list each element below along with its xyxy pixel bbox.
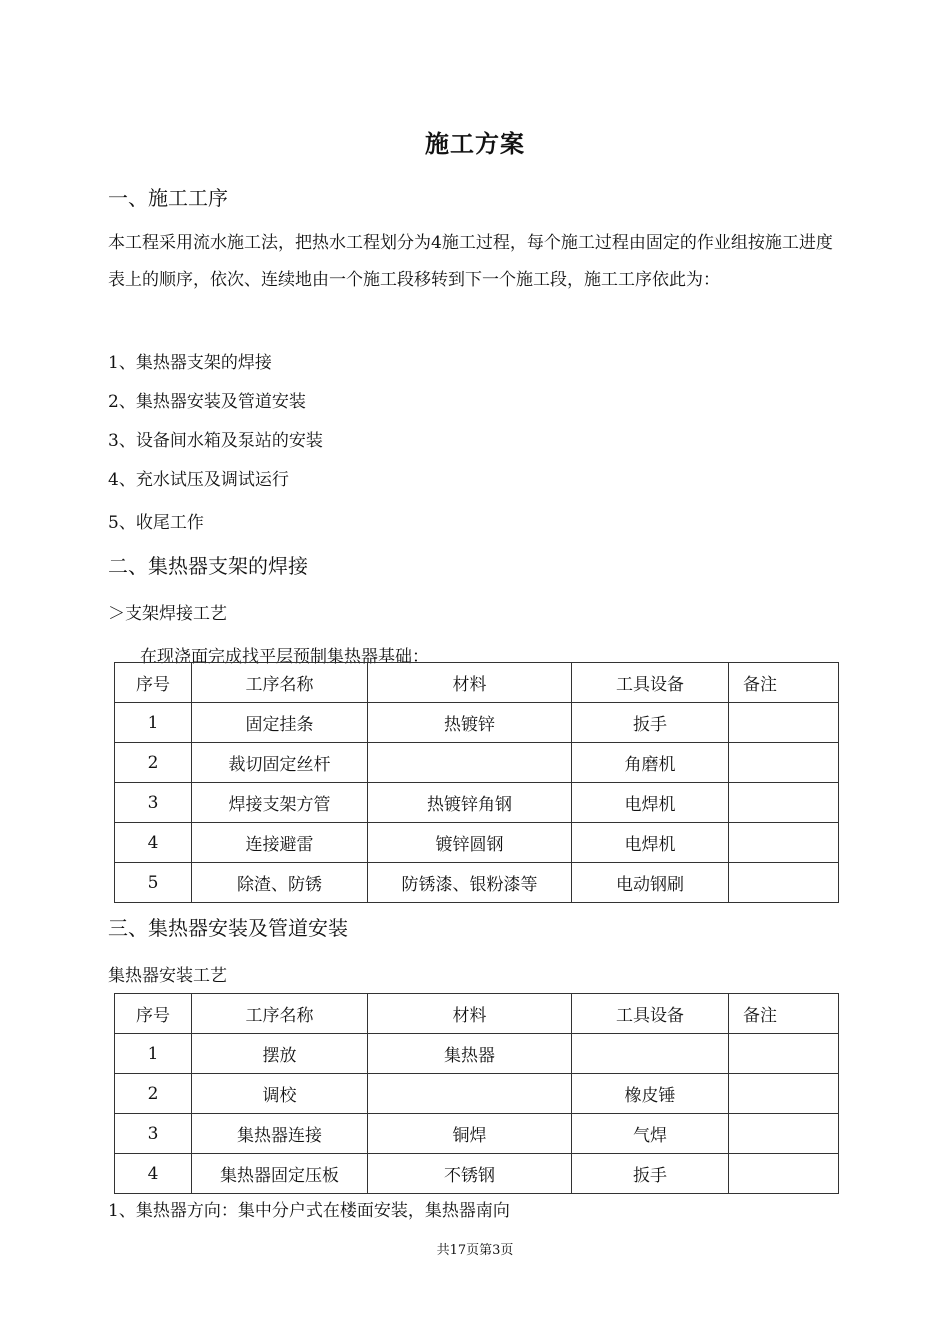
table-cell: 裁切固定丝杆 bbox=[192, 743, 368, 783]
table-cell: 4 bbox=[115, 823, 192, 863]
table-cell bbox=[729, 783, 839, 823]
table-cell: 1 bbox=[115, 703, 192, 743]
header-cell: 材料 bbox=[368, 663, 572, 703]
table-cell: 连接避雷 bbox=[192, 823, 368, 863]
header-cell: 序号 bbox=[115, 994, 192, 1034]
table-row bbox=[115, 863, 839, 903]
table-cell bbox=[729, 1074, 839, 1114]
section2-heading: 二、集热器支架的焊接 bbox=[108, 554, 308, 578]
table-cell: 5 bbox=[115, 863, 192, 903]
table-cell: 除渣、防锈 bbox=[192, 863, 368, 903]
table-cell: 镀锌圆钢 bbox=[368, 823, 572, 863]
header-cell: 工具设备 bbox=[572, 663, 729, 703]
table-cell: 气焊 bbox=[572, 1114, 729, 1154]
table-cell: 固定挂条 bbox=[192, 703, 368, 743]
table-cell: 集热器 bbox=[368, 1034, 572, 1074]
table-cell: 防锈漆、银粉漆等 bbox=[368, 863, 572, 903]
table-cell bbox=[729, 703, 839, 743]
section1-paragraph: 本工程采用流水施工法，把热水工程划分为4施工过程，每个施工过程由固定的作业组按施工进度表上的顺序，依次、连续地由一个施工段移转到下一个施工段，施工工序依此为： bbox=[108, 233, 833, 290]
section2-subheading: ＞支架焊接工艺 bbox=[108, 604, 227, 624]
table-cell: 调校 bbox=[192, 1074, 368, 1114]
table-cell bbox=[729, 743, 839, 783]
table-cell bbox=[729, 863, 839, 903]
table-cell: 热镀锌角钢 bbox=[368, 783, 572, 823]
table-cell: 电动钢刷 bbox=[572, 863, 729, 903]
table-row bbox=[115, 1034, 839, 1074]
section3-subheading: 集热器安装工艺 bbox=[108, 966, 227, 986]
table-cell bbox=[729, 1114, 839, 1154]
table-cell: 3 bbox=[115, 783, 192, 823]
section3-heading: 三、集热器安装及管道安装 bbox=[108, 916, 348, 940]
header-cell: 工序名称 bbox=[192, 994, 368, 1034]
header-cell: 工序名称 bbox=[192, 663, 368, 703]
table-cell bbox=[572, 1034, 729, 1074]
page-footer: 共17页第3页 bbox=[436, 1243, 514, 1258]
table-cell: 焊接支架方管 bbox=[192, 783, 368, 823]
table-cell: 扳手 bbox=[572, 1154, 729, 1194]
table-row bbox=[115, 823, 839, 863]
table-cell bbox=[368, 1074, 572, 1114]
installation-table bbox=[114, 993, 839, 1194]
header-cell: 备注 bbox=[729, 994, 839, 1034]
table-cell: 角磨机 bbox=[572, 743, 729, 783]
table-cell: 4 bbox=[115, 1154, 192, 1194]
step-4: 4、充水试压及调试运行 bbox=[108, 470, 289, 490]
table-cell: 1 bbox=[115, 1034, 192, 1074]
table-cell: 电焊机 bbox=[572, 823, 729, 863]
table-cell: 集热器连接 bbox=[192, 1114, 368, 1154]
table-cell: 集热器固定压板 bbox=[192, 1154, 368, 1194]
section1-heading: 一、施工工序 bbox=[108, 186, 228, 210]
table-cell: 3 bbox=[115, 1114, 192, 1154]
table-cell bbox=[729, 823, 839, 863]
table-cell bbox=[729, 1034, 839, 1074]
step-3: 3、设备间水箱及泵站的安装 bbox=[108, 431, 323, 451]
table-cell: 橡皮锤 bbox=[572, 1074, 729, 1114]
step-5: 5、收尾工作 bbox=[108, 513, 204, 533]
table-cell: 扳手 bbox=[572, 703, 729, 743]
table-row bbox=[115, 1114, 839, 1154]
page-title: 施工方案 bbox=[425, 130, 525, 158]
table-cell: 摆放 bbox=[192, 1034, 368, 1074]
table-cell: 不锈钢 bbox=[368, 1154, 572, 1194]
table-row bbox=[115, 703, 839, 743]
table-cell: 2 bbox=[115, 743, 192, 783]
table-header-row bbox=[115, 994, 839, 1034]
table-header-row bbox=[115, 663, 839, 703]
table-cell bbox=[368, 743, 572, 783]
header-cell: 备注 bbox=[729, 663, 839, 703]
header-cell: 材料 bbox=[368, 994, 572, 1034]
section3-note: 1、集热器方向：集中分户式在楼面安装，集热器南向 bbox=[108, 1201, 510, 1221]
step-1: 1、集热器支架的焊接 bbox=[108, 353, 272, 373]
table-row bbox=[115, 783, 839, 823]
table-row bbox=[115, 1154, 839, 1194]
table-cell: 2 bbox=[115, 1074, 192, 1114]
table-cell: 铜焊 bbox=[368, 1114, 572, 1154]
step-2: 2、集热器安装及管道安装 bbox=[108, 392, 306, 412]
table-row bbox=[115, 1074, 839, 1114]
section2-intro: 在现浇面完成找平层预制集热器基础： bbox=[140, 647, 429, 667]
table-cell: 电焊机 bbox=[572, 783, 729, 823]
header-cell: 工具设备 bbox=[572, 994, 729, 1034]
welding-table bbox=[114, 662, 839, 903]
header-cell: 序号 bbox=[115, 663, 192, 703]
table-row bbox=[115, 743, 839, 783]
table-cell: 热镀锌 bbox=[368, 703, 572, 743]
table-cell bbox=[729, 1154, 839, 1194]
